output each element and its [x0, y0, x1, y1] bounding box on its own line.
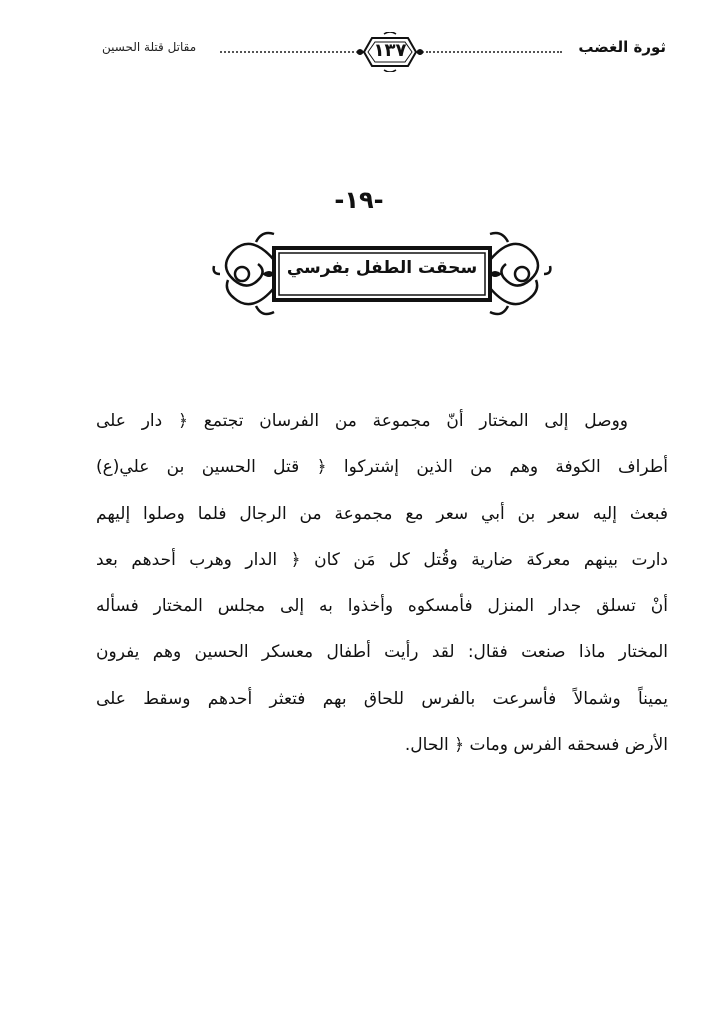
page-header [88, 34, 666, 74]
body-line: فبعث إليه سعر بن أبي سعر مع مجموعة من الرجال فلما وصلوا إليهم [96, 503, 668, 524]
body-line: أنْ تسلق جدار المنزل فأمسكوه وأخذوا به إلى مجلس المختار فسأله [96, 596, 668, 617]
header-dotted-leader-left [220, 51, 354, 53]
chapter-title-frame [212, 230, 552, 316]
chapter-number: -١٩- [334, 186, 384, 214]
body-line: ووصل إلى المختار أنّ مجموعة من الفرسان تجتمع ﴿ دار على [96, 411, 628, 431]
body-line: أطراف الكوفة وهم من الذين إشتركوا ﴿ قتل الحسين بن علي(ع) [96, 457, 668, 478]
body-line: دارت بينهم معركة ضارية وقُتل كل مَن كان ﴿ الدار وهرب أحدهم بعد [96, 549, 668, 570]
header-dotted-leader-right [426, 51, 562, 53]
book-title: ثورة الغضب [578, 38, 666, 56]
page-number-badge [354, 32, 426, 72]
chapter-title: سحقت الطفل بفرسي [286, 258, 478, 278]
body-paragraph [96, 398, 668, 768]
body-line: المختار ماذا صنعت فقال: لقد رأيت أطفال معسكر الحسين وهم يفرون [96, 642, 668, 663]
section-title: مقاتل قتلة الحسين [102, 40, 197, 54]
page-number: ١٣٧ [373, 40, 407, 61]
body-line: الأرض فسحقه الفرس ومات ﴿ الحال. [404, 735, 668, 756]
body-line: يميناً وشمالاً فأسرعت بالفرس للحاق بهم فتعثر أحدهم وسقط على [96, 688, 668, 709]
